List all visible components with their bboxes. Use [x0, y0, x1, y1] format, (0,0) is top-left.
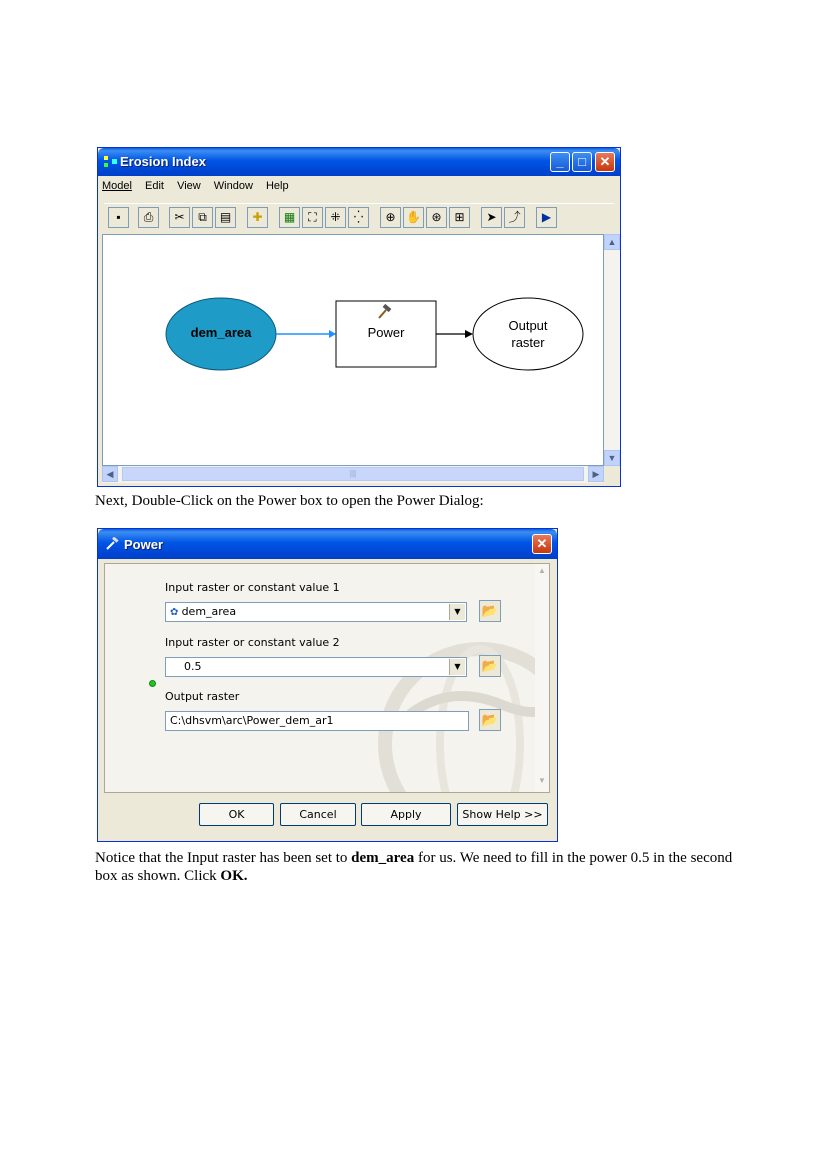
pan-icon[interactable]: ✋	[403, 207, 424, 228]
required-field-indicator	[149, 680, 156, 687]
dialog-title-bar[interactable]	[98, 529, 557, 559]
close-button[interactable]: ✕	[532, 534, 552, 554]
folder-icon: 📂	[481, 603, 499, 618]
select-icon[interactable]: ➤	[481, 207, 502, 228]
save-icon[interactable]: ▪	[108, 207, 129, 228]
apply-button[interactable]: Apply	[361, 803, 451, 826]
output-raster-field[interactable]: C:\dhsvm\arc\Power_dem_ar1	[165, 711, 469, 731]
dialog-scrollbar[interactable]	[535, 564, 549, 792]
zoom-out-fixed-icon[interactable]: ⁛	[348, 207, 369, 228]
raster-layer-icon: ✿	[170, 607, 182, 618]
open-folder-button-3[interactable]	[479, 709, 501, 731]
vertical-scrollbar[interactable]	[604, 234, 620, 466]
hammer-icon	[105, 537, 119, 551]
instruction-paragraph-1: Next, Double-Click on the Power box to open the Power Dialog:	[95, 493, 484, 509]
connect-icon[interactable]: ⤴	[504, 207, 525, 228]
menu-model[interactable]: Model	[102, 180, 132, 192]
copy-icon[interactable]: ⧉	[192, 207, 213, 228]
auto-layout-icon[interactable]: ▦	[279, 207, 300, 228]
open-folder-button-2[interactable]	[479, 655, 501, 677]
field3-label: Output raster	[165, 690, 240, 703]
field1-label: Input raster or constant value 1	[165, 581, 340, 594]
print-icon[interactable]: ⎙	[138, 207, 159, 228]
connector-arrowhead-2	[465, 330, 473, 338]
run-icon[interactable]: ▶	[536, 207, 557, 228]
model-builder-window	[97, 147, 621, 487]
globe-watermark-icon	[370, 624, 550, 793]
cut-icon[interactable]: ✂	[169, 207, 190, 228]
horizontal-scrollbar[interactable]	[102, 466, 604, 483]
add-data-icon[interactable]: ✚	[247, 207, 268, 228]
output-node-shape	[473, 298, 583, 370]
output-node-label-1[interactable]: Output	[508, 318, 548, 333]
tool-node-label[interactable]: Power	[367, 325, 405, 340]
power-dialog	[97, 528, 558, 842]
window-title: Erosion Index	[120, 154, 206, 169]
input-raster-1-combobox[interactable]: ✿ dem_area ▼	[165, 602, 467, 622]
folder-icon: 📂	[481, 712, 499, 727]
dropdown-arrow-icon[interactable]: ▼	[449, 659, 465, 675]
scroll-down-icon[interactable]: ▼	[604, 450, 620, 466]
model-diagram	[103, 235, 605, 467]
menu-help[interactable]: Help	[265, 180, 289, 192]
cancel-button[interactable]: Cancel	[280, 803, 356, 826]
scroll-up-icon[interactable]: ▲	[604, 234, 620, 250]
menu-view[interactable]: View	[177, 180, 201, 192]
ok-button[interactable]: OK	[199, 803, 274, 826]
connector-arrowhead-1	[329, 330, 336, 338]
scroll-right-icon[interactable]: ▶	[588, 466, 604, 482]
menu-window[interactable]: Window	[213, 180, 253, 192]
scroll-left-icon[interactable]: ◀	[102, 466, 118, 482]
close-button[interactable]: ✕	[595, 152, 615, 172]
menu-edit[interactable]: Edit	[145, 180, 164, 192]
scroll-down-icon[interactable]: ▼	[538, 776, 546, 785]
model-canvas[interactable]	[102, 234, 604, 466]
zoom-in-fixed-icon[interactable]: ⁜	[325, 207, 346, 228]
paste-icon[interactable]: ▤	[215, 207, 236, 228]
toolbar	[104, 203, 614, 232]
dialog-title: Power	[124, 537, 164, 552]
open-folder-button-1[interactable]	[479, 600, 501, 622]
overview-icon[interactable]: ⊞	[449, 207, 470, 228]
input-raster-2-combobox[interactable]: 0.5 ▼	[165, 657, 467, 677]
horizontal-scroll-thumb[interactable]: |||	[122, 467, 584, 481]
dialog-panel	[104, 563, 550, 793]
dropdown-arrow-icon[interactable]: ▼	[449, 604, 465, 620]
input-node-label[interactable]: dem_area	[190, 325, 252, 340]
show-help-button[interactable]: Show Help >>	[457, 803, 548, 826]
menu-bar	[102, 180, 299, 198]
instruction-paragraph-2: Notice that the Input raster has been set to dem_area for us. We need to fill in the power 0.5 in the second box as shown. Click OK.	[95, 850, 733, 884]
continuous-zoom-icon[interactable]: ⊛	[426, 207, 447, 228]
scroll-up-icon[interactable]: ▲	[538, 566, 546, 575]
output-node-label-2[interactable]: raster	[511, 335, 545, 350]
folder-icon: 📂	[481, 658, 499, 673]
full-extent-icon[interactable]: ⛶	[302, 207, 323, 228]
field2-label: Input raster or constant value 2	[165, 636, 340, 649]
title-bar[interactable]	[98, 148, 620, 176]
model-icon	[104, 155, 117, 168]
maximize-button[interactable]: □	[572, 152, 592, 172]
minimize-button[interactable]: _	[550, 152, 570, 172]
zoom-in-icon[interactable]: ⊕	[380, 207, 401, 228]
